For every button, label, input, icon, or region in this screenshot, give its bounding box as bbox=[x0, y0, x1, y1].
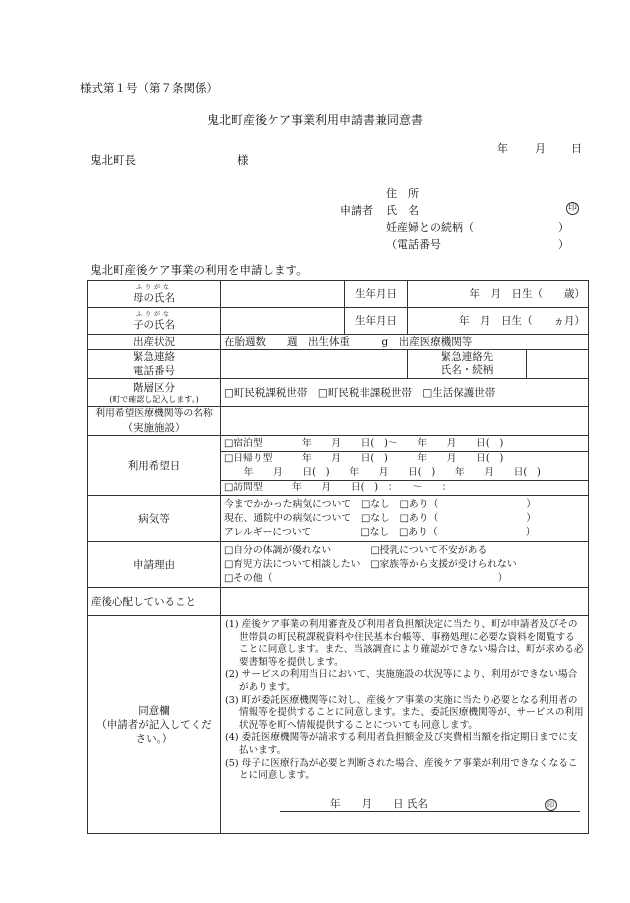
phone-close: ） bbox=[558, 238, 569, 251]
mother-birth-label: 生年月日 bbox=[345, 281, 408, 308]
mother-name-field[interactable] bbox=[221, 281, 345, 308]
phone-label: （電話番号 bbox=[386, 238, 441, 251]
day-line-2[interactable]: 年 月 日( ) 年 月 日( ) 年 月 日( ) bbox=[221, 466, 588, 481]
consent-item-5: (5) 母子に医療行為が必要と判断された場合、産後ケア事業が利用できなくなることに同意します。 bbox=[225, 757, 578, 782]
date-day: 日 bbox=[571, 142, 582, 155]
facility-field[interactable] bbox=[221, 407, 589, 436]
consent-label: 同意欄 （申請者が記入してください。） bbox=[88, 616, 221, 834]
consent-text bbox=[221, 616, 589, 834]
facility-label: 利用希望医療機関等の名称 （実施施設） bbox=[88, 407, 221, 436]
child-birth-label: 生年月日 bbox=[345, 308, 408, 335]
seal-mark: 印 bbox=[567, 203, 577, 213]
addressee: 鬼北町長 bbox=[90, 153, 136, 167]
application-table bbox=[87, 280, 589, 834]
date-month: 月 bbox=[535, 142, 546, 155]
child-name-label: ふりがな 子の氏名 bbox=[88, 308, 221, 335]
relation-label: 妊産婦との続柄（ bbox=[386, 221, 474, 234]
date-field[interactable] bbox=[221, 436, 589, 496]
consent-item-2: (2) サービスの利用当日において、実施施設の状況等により、利用ができない場合があります。 bbox=[225, 669, 578, 693]
reason-label: 申請理由 bbox=[88, 542, 221, 588]
tier-options[interactable]: □町民税課税世帯 □町民税非課税世帯 □生活保護世帯 bbox=[221, 379, 589, 407]
date-row bbox=[497, 140, 587, 156]
worry-field[interactable] bbox=[221, 588, 589, 616]
name-label: 氏 名 bbox=[386, 204, 419, 217]
illness-field[interactable]: 今までかかった病気について □なし □あり（ ） 現在、通院中の病気について □なし □あり（ ） アレルギーについて □なし □あり（ ） bbox=[221, 496, 589, 542]
emergency-contact-label: 緊急連絡先 氏名・続柄 bbox=[408, 350, 527, 378]
day-line-1[interactable]: □日帰り型 年 月 日( ) 年 月 日( ) bbox=[224, 452, 504, 464]
stay-line[interactable]: □宿泊型 年 月 日( )～ 年 月 日( ) bbox=[221, 437, 588, 452]
emergency-phone-label: 緊急連絡 電話番号 bbox=[88, 350, 221, 379]
applicant-label: 申請者 bbox=[340, 204, 373, 217]
form-number: 様式第１号（第７条関係） bbox=[80, 81, 218, 95]
signature-seal: 印 bbox=[545, 799, 557, 811]
date-year: 年 bbox=[497, 142, 508, 155]
consent-item-3: (3) 町が委託医療機関等に対し、産後ケア事業の実施に当たり必要となる利用者の情報等を提供することに同意します。また、委託医療機関等が、サービスの利用状況等を町へ情報提供することについても同意します。 bbox=[225, 694, 584, 731]
intro-text: 鬼北町産後ケア事業の利用を申請します。 bbox=[90, 263, 308, 277]
emergency-phone-field[interactable] bbox=[221, 350, 408, 379]
mother-name-label: ふりがな 母の氏名 bbox=[88, 281, 221, 308]
visit-line[interactable]: □訪問型 年 月 日( ) ： ～ ： bbox=[224, 481, 452, 493]
birth-status-label: 出産状況 bbox=[88, 335, 221, 350]
tier-label: 階層区分 (町で確認し記入します。) bbox=[88, 379, 221, 407]
birth-status-field[interactable]: 在胎週数 週 出生体重 g 出産医療機関等 bbox=[221, 335, 589, 350]
emergency-contact-cell bbox=[408, 350, 589, 379]
child-name-field[interactable] bbox=[221, 308, 345, 335]
relation-close: ） bbox=[558, 221, 569, 234]
emergency-contact-field[interactable] bbox=[527, 350, 588, 378]
consent-item-1: (1) 産後ケア事業の利用審査及び利用者負担額決定に当たり、町が申請者及びその世帯員の町民税課税資料や住民基本台帳等、事務処理に必要な資料を閲覧することに同意します。また、当該調査により確認ができない場合は、町が求める必要書類等を提供します。 bbox=[225, 619, 584, 668]
illness-label: 病気等 bbox=[88, 496, 221, 542]
reason-field[interactable]: □自分の体調が優れない □授乳について不安がある □育児方法について相談したい □家族等から支援が受けられない □その他（ ） bbox=[221, 542, 589, 588]
mother-birth-field[interactable]: 年 月 日生（ 歳） bbox=[408, 281, 589, 308]
applicant-block bbox=[340, 185, 580, 253]
child-birth-field[interactable]: 年 月 日生（ ヵ月） bbox=[408, 308, 589, 335]
page-title: 鬼北町産後ケア事業利用申請書兼同意書 bbox=[206, 113, 423, 127]
signature-line[interactable]: 年 月 日 氏名 印 bbox=[280, 797, 580, 812]
date-label: 利用希望日 bbox=[88, 436, 221, 496]
worry-label: 産後心配していること bbox=[88, 588, 221, 616]
consent-item-4: (4) 委託医療機関等が請求する利用者負担額金及び実費相当額を指定期日までに支払います。 bbox=[225, 732, 578, 756]
address-label: 住 所 bbox=[386, 187, 419, 200]
signature-row bbox=[225, 797, 584, 812]
honorific: 様 bbox=[237, 153, 249, 167]
